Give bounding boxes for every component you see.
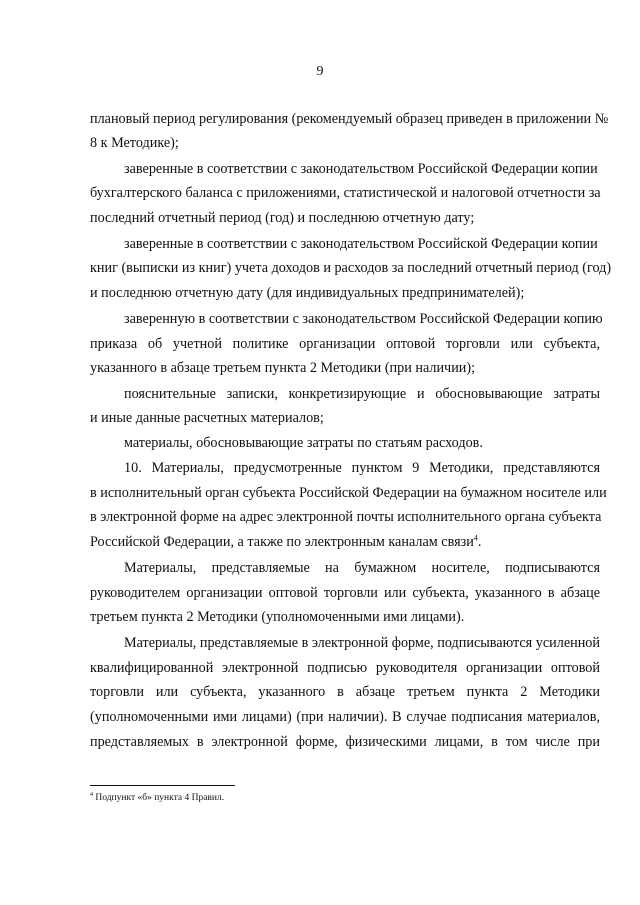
- text-line: книг (выписки из книг) учета доходов и расходов за последний отчетный период (год): [90, 260, 612, 276]
- page-number: 9: [316, 64, 324, 79]
- footnote-reference: 4: [473, 533, 478, 543]
- text-line: указанного в абзаце третьем пункта 2 Методики (при наличии);: [90, 360, 476, 376]
- footnote: [90, 793, 224, 803]
- text-line: 8 к Методике);: [90, 135, 179, 151]
- text-line: заверенные в соответствии с законодательством Российской Федерации копии: [124, 236, 598, 252]
- text-line: представляемых в электронной форме, физическими лицами, в том числе при: [90, 734, 600, 750]
- text-line: Материалы, представляемые в электронной форме, подписываются усиленной: [124, 635, 600, 651]
- text-line: и последнюю отчетную дату (для индивидуальных предпринимателей);: [90, 285, 525, 301]
- text-line: в исполнительный орган субъекта Российской Федерации на бумажном носителе или: [90, 485, 607, 501]
- text-line: приказа об учетной политике организации оптовой торговли или субъекта,: [90, 336, 600, 352]
- text-line: плановый период регулирования (рекомендуемый образец приведен в приложении №: [90, 111, 609, 127]
- text-line: (уполномоченными ими лицами) (при наличии). В случае подписания материалов,: [90, 709, 600, 725]
- text-line: Российской Федерации, а также по электронным каналам связи$^4$.: [90, 533, 482, 550]
- text-line: в электронной форме на адрес электронной почты исполнительного органа субъекта: [90, 509, 602, 525]
- text-line: третьем пункта 2 Методики (уполномоченными ими лицами).: [90, 609, 465, 625]
- text-line: последний отчетный период (год) и последнюю отчетную дату;: [90, 210, 475, 226]
- text-line: пояснительные записки, конкретизирующие и обосновывающие затраты: [124, 386, 600, 402]
- footnote-marker: 4: [90, 791, 93, 798]
- text-line: Материалы, представляемые на бумажном носителе, подписываются: [124, 560, 600, 576]
- text-line-content: Российской Федерации, а также по электронным каналам связи: [90, 534, 474, 550]
- text-line: заверенные в соответствии с законодательством Российской Федерации копии: [124, 161, 598, 177]
- text-line: 10. Материалы, предусмотренные пунктом 9 Методики, представляются: [124, 460, 600, 476]
- text-line: торговли или субъекта, указанного в абзаце третьем пункта 2 Методики: [90, 684, 600, 700]
- footnote-text: Подпункт «б» пункта 4 Правил.: [93, 793, 225, 803]
- text-line: материалы, обосновывающие затраты по статьям расходов.: [124, 435, 483, 451]
- footnote-divider: [90, 785, 235, 786]
- text-line: квалифицированной электронной подписью руководителя организации оптовой: [90, 660, 600, 676]
- text-line: руководителем организации оптовой торговли или субъекта, указанного в абзаце: [90, 585, 600, 601]
- text-line: бухгалтерского баланса с приложениями, статистической и налоговой отчетности за: [90, 185, 601, 201]
- text-line: заверенную в соответствии с законодательством Российской Федерации копию: [124, 311, 603, 327]
- text-line: и иные данные расчетных материалов;: [90, 410, 324, 426]
